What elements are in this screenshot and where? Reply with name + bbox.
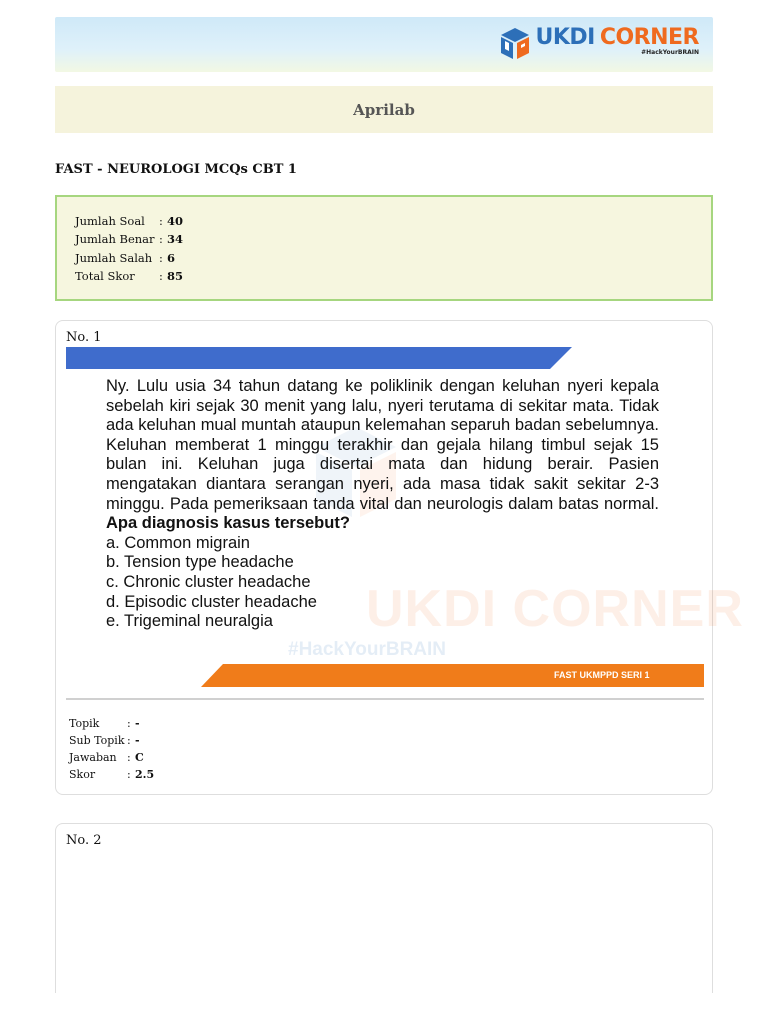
meta-row-score: Skor : 2.5 — [69, 768, 155, 781]
logo-corner-text: CORNER — [599, 25, 699, 50]
option-e: e. Trigeminal neuralgia — [106, 612, 273, 631]
question-prompt: Apa diagnosis kasus tersebut? — [106, 514, 350, 533]
summary-row-total-questions: Jumlah Soal : 40 — [75, 214, 184, 229]
summary-row-wrong: Jumlah Salah : 6 — [75, 250, 176, 265]
meta-label: Topik — [69, 717, 100, 730]
question-meta — [69, 715, 154, 783]
header-banner — [55, 17, 713, 72]
summary-label: Total Skor — [75, 269, 135, 284]
meta-row-topic: Topik : - — [69, 717, 140, 730]
question-stem-text: Ny. Lulu usia 34 tahun datang ke poliklinik dengan keluhan nyeri kepala sebelah kiri sejak 30 menit yang lalu, nyeri terutama di sekitar mata. Tidak ada keluhan mual muntah ataupun kelemahan separuh badan sebelumnya. Keluhan memberat 1 minggu terakhir dan gejala hilang timbul sejak 15 bulan ini. Keluhan juga disertai mata dan hidung berair. Pasien mengatakan diantara serangan nyeri, ada masa tidak sakit sekitar 2-3 minggu. Pada pemeriksaan tanda vital dan neurologis dalam batas normal. — [106, 377, 659, 513]
option-a: a. Common migrain — [106, 533, 250, 552]
option-c: c. Chronic cluster headache — [106, 572, 311, 591]
watermark-text: UKDI CORNER — [366, 580, 744, 638]
summary-label: Jumlah Benar — [75, 232, 155, 247]
logo-ukdi-text: UKDI — [535, 25, 595, 50]
footer-banner-text: FAST UKMPPD SERI 1 — [554, 670, 650, 680]
meta-row-subtopic: Sub Topik : - — [69, 734, 140, 747]
option-d: d. Episodic cluster headache — [106, 592, 317, 611]
meta-value: - — [135, 734, 140, 747]
meta-value: 2.5 — [135, 768, 155, 781]
question-number: No. 2 — [66, 833, 102, 848]
question-number: No. 1 — [66, 330, 102, 345]
meta-value: C — [135, 751, 144, 764]
watermark-tagline: #HackYourBRAIN — [288, 639, 447, 660]
question-image — [66, 347, 744, 687]
summary-value: 40 — [167, 214, 184, 229]
divider — [66, 698, 704, 700]
question-text — [106, 377, 659, 632]
option-b: b. Tension type headache — [106, 553, 294, 572]
summary-value: 34 — [167, 232, 184, 247]
logo-tagline: #HackYourBRAIN — [641, 49, 699, 56]
exam-title: FAST - NEUROLOGI MCQs CBT 1 — [55, 162, 297, 177]
meta-label: Jawaban — [69, 751, 117, 764]
summary-value: 6 — [167, 250, 176, 265]
user-name-bar — [55, 86, 713, 133]
ukdi-corner-logo — [499, 27, 699, 61]
meta-value: - — [135, 717, 140, 730]
summary-row-score: Total Skor : 85 — [75, 269, 184, 284]
summary-label: Jumlah Salah — [75, 250, 153, 265]
question-card-2 — [55, 823, 713, 993]
user-name: Aprilab — [353, 100, 415, 119]
question-card-1 — [55, 320, 744, 795]
summary-value: 85 — [167, 269, 184, 284]
meta-row-answer: Jawaban : C — [69, 751, 144, 764]
question-stem — [106, 377, 659, 534]
summary-label: Jumlah Soal — [75, 214, 145, 229]
summary-row-correct: Jumlah Benar : 34 — [75, 232, 184, 247]
score-summary — [55, 195, 713, 301]
ukdi-cube-icon — [499, 27, 531, 61]
meta-label: Sub Topik — [69, 734, 125, 747]
meta-label: Skor — [69, 768, 96, 781]
